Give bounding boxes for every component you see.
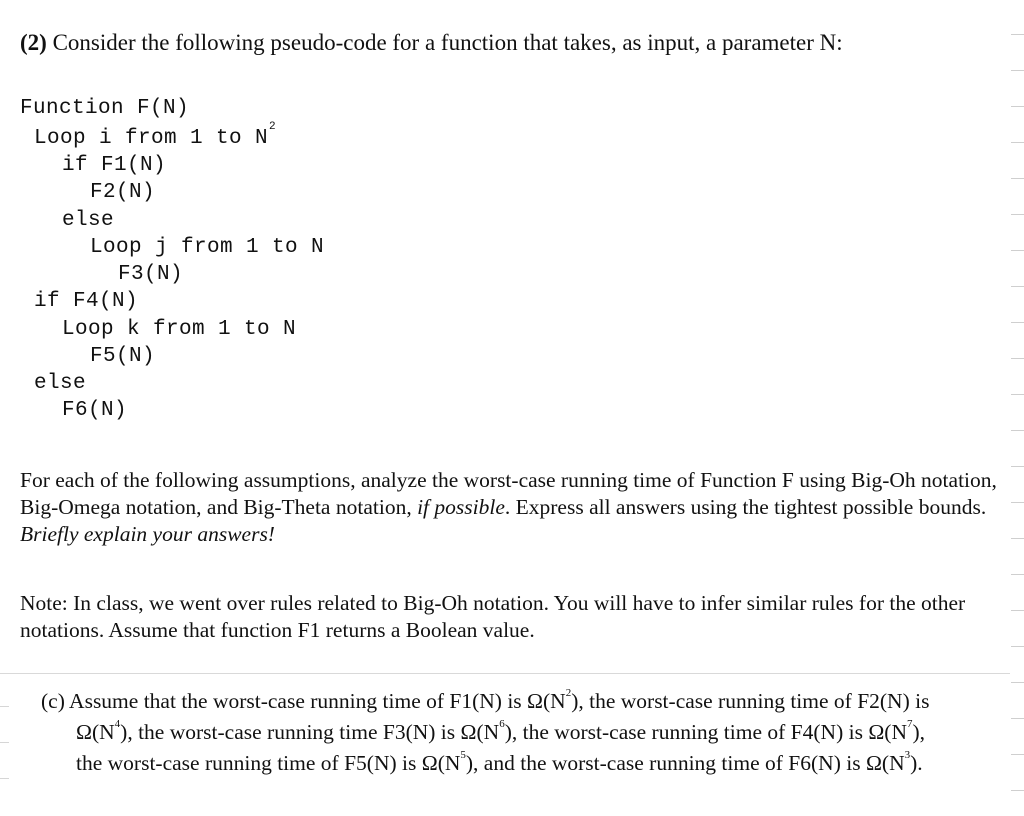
margin-rule <box>1011 574 1024 575</box>
margin-rule <box>1011 106 1024 107</box>
code-line: if F4(N) <box>34 290 139 313</box>
exponent: 3 <box>904 749 911 761</box>
code-line: F2(N) <box>90 181 156 204</box>
margin-rule <box>1011 466 1024 467</box>
code-line: Loop j from 1 to N <box>90 236 325 259</box>
margin-rule <box>1011 322 1024 323</box>
margin-rule <box>1011 502 1024 503</box>
margin-rule <box>1011 250 1024 251</box>
code-line: if F1(N) <box>62 154 167 177</box>
question-number: (2) <box>20 30 47 55</box>
emphasis-text: Briefly explain your answers! <box>20 522 275 546</box>
margin-rule <box>1011 646 1024 647</box>
margin-rule <box>1011 34 1024 35</box>
margin-rule <box>1011 718 1024 719</box>
margin-rule <box>1011 178 1024 179</box>
code-line: F5(N) <box>90 345 156 368</box>
code-line: F6(N) <box>62 399 128 422</box>
code-line: Loop k from 1 to N <box>62 318 297 341</box>
code-line <box>34 121 277 152</box>
margin-rule <box>1011 682 1024 683</box>
margin-rule <box>1011 394 1024 395</box>
margin-rule <box>1011 790 1024 791</box>
part-c-line: $\Omega(N^4)$, the worst-case running time F3(N) is $\Omega(N^6)$, the worst-case running time of F4(N) is $\Omega(N^7)$, <box>76 718 926 744</box>
exponent: 5 <box>460 749 466 761</box>
exponent: 2 <box>565 687 572 699</box>
margin-rule <box>1011 286 1024 287</box>
margin-rule <box>0 742 9 743</box>
note-paragraph: Note: In class, we went over rules related to Big-Oh notation. You will have to infer similar rules for the other notations. Assume that function F1 returns a Boolean value. <box>20 591 966 642</box>
emphasis-text: if possible <box>417 495 505 519</box>
part-c-line: the worst-case running time of F5(N) is $\Omega(N^5)$, and the worst-case running time of F6(N) is $\Omega(N^3)$. <box>76 749 923 775</box>
margin-rule <box>1011 214 1024 215</box>
code-line: Function F(N) <box>20 97 190 120</box>
code-line: else <box>34 372 87 395</box>
margin-rule <box>0 778 9 779</box>
part-c-line: (c) Assume that the worst-case running time of F1(N) is $\Omega(N^2)$, the worst-case running time of F2(N) is <box>41 687 930 713</box>
margin-rule <box>1011 754 1024 755</box>
margin-rule <box>0 706 9 707</box>
margin-rule <box>1011 610 1024 611</box>
margin-rule <box>1011 70 1024 71</box>
margin-rule <box>1011 142 1024 143</box>
code-line: else <box>62 209 115 232</box>
code-exponent: 2 <box>269 121 277 133</box>
margin-rule <box>1011 538 1024 539</box>
code-text: Loop i from 1 to N <box>34 127 269 150</box>
margin-rule <box>1011 430 1024 431</box>
exponent: 6 <box>499 718 505 730</box>
question-heading <box>20 28 843 58</box>
question-prompt: Consider the following pseudo-code for a function that takes, as input, a parameter N: <box>52 30 843 55</box>
code-line: F3(N) <box>118 263 184 286</box>
exponent: 4 <box>114 718 121 730</box>
exponent: 7 <box>906 718 913 730</box>
part-c-panel <box>0 674 1010 816</box>
instructions-paragraph: For each of the following assumptions, analyze the worst-case running time of Function F using Big-Oh notation, Big-Omega notation, and Big-Theta notation, if possible. Express all answers using the tightest possible bounds. Briefly explain your answers! <box>20 468 997 546</box>
margin-rule <box>1011 358 1024 359</box>
